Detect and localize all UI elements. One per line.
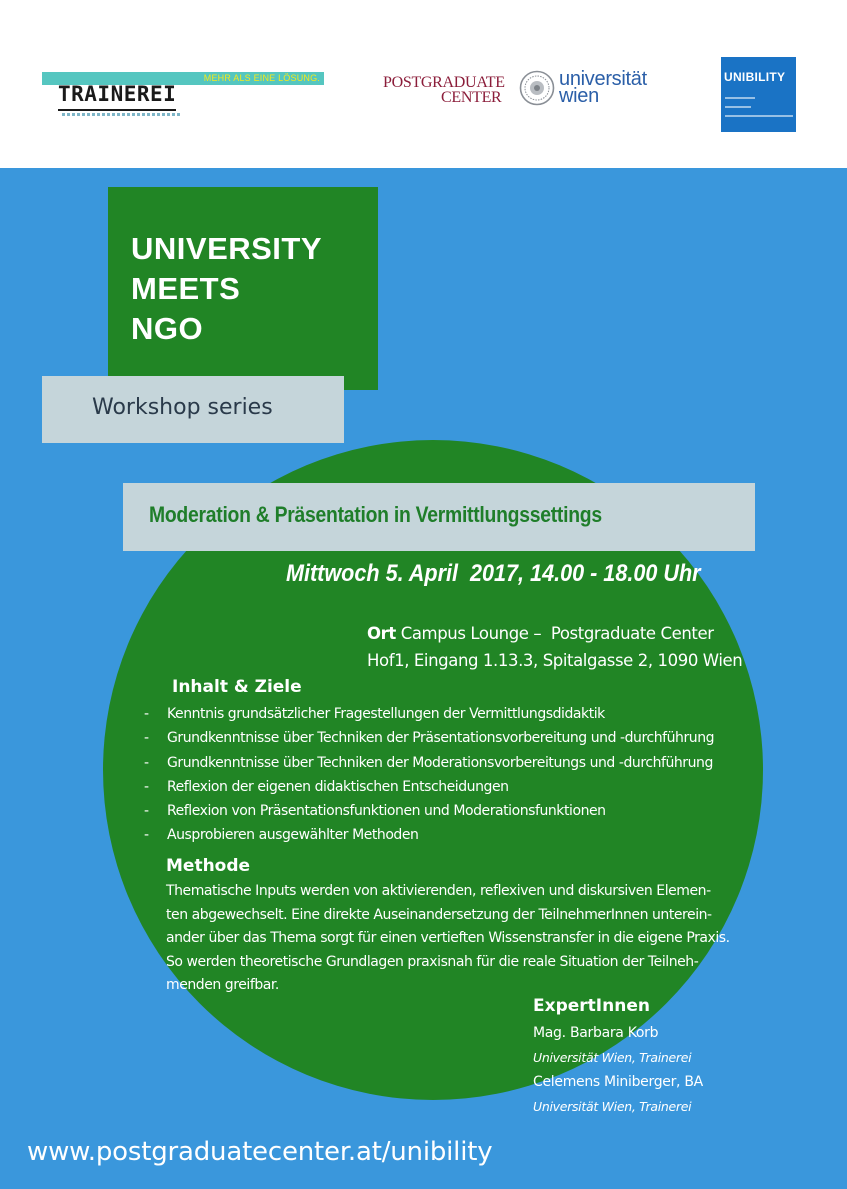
expert-affiliation: Universität Wien, Trainerei bbox=[533, 1050, 692, 1065]
trainerei-tagline-graphic bbox=[62, 113, 182, 116]
universitaet-logo-line1: universität bbox=[559, 68, 647, 90]
list-item: - Reflexion der eigenen didaktischen Entscheidungen bbox=[144, 775, 714, 799]
trainerei-logo bbox=[42, 72, 324, 120]
unibility-subline bbox=[725, 115, 793, 117]
trainerei-slogan: MEHR ALS EINE LÖSUNG. bbox=[203, 73, 320, 83]
postgraduate-logo-line1: POSTGRADUATE bbox=[383, 74, 505, 91]
methode-heading: Methode bbox=[166, 856, 251, 876]
list-item: - Grundkenntnisse über Techniken der Präsentationsvorbereitung und -durchführung bbox=[144, 726, 714, 750]
unibility-logo-text: UNIBILITY bbox=[724, 70, 786, 84]
expert-name: Celemens Miniberger, BA bbox=[533, 1074, 703, 1090]
location bbox=[367, 620, 742, 674]
location-line1 bbox=[367, 620, 742, 647]
list-item: - Grundkenntnisse über Techniken der Moderationsvorbereitungs und -durchführung bbox=[144, 751, 714, 775]
location-venue: Campus Lounge – Postgraduate Center bbox=[395, 624, 714, 643]
list-item: - Ausprobieren ausgewählter Methoden bbox=[144, 823, 714, 847]
unibility-subline bbox=[725, 106, 751, 108]
expert-name: Mag. Barbara Korb bbox=[533, 1025, 659, 1041]
universitaet-logo-line2: wien bbox=[559, 85, 599, 107]
header bbox=[0, 0, 847, 168]
postgraduate-logo-line2: CENTER bbox=[441, 89, 502, 106]
workshop-title-box bbox=[123, 483, 755, 551]
methode-text: Thematische Inputs werden von aktivierenden, reflexiven und diskursiven Elemen- ten abgewechselt. Eine direkte Auseinandersetzung der TeilnehmerInnen unterein- ander über das Thema sorgt für einen vertieften Wissenstransfer in die eigene Praxis. So werden theoretische Grundlagen praxisnah für die reale Situation der Teilneh- menden greifbar. bbox=[166, 883, 730, 993]
location-line2: Hof1, Eingang 1.13.3, Spitalgasse 2, 1090 Wien bbox=[367, 651, 743, 670]
unibility-subline bbox=[725, 97, 755, 99]
workshop-title: Moderation & Präsentation in Vermittlungssettings bbox=[149, 502, 602, 527]
trainerei-wordmark: TRAINEREI bbox=[58, 82, 177, 106]
series-label: Workshop series bbox=[92, 395, 273, 420]
list-item: - Kenntnis grundsätzlicher Fragestellungen der Vermittlungsdidaktik bbox=[144, 702, 714, 726]
trainerei-underline bbox=[58, 109, 176, 111]
university-seal-icon bbox=[519, 70, 555, 106]
website-url[interactable]: www.postgraduatecenter.at/unibility bbox=[27, 1137, 493, 1167]
experts-heading: ExpertInnen bbox=[533, 996, 650, 1016]
inhalt-heading: Inhalt & Ziele bbox=[172, 677, 302, 697]
series-box bbox=[42, 376, 344, 443]
poster-title: UNIVERSITY MEETS NGO bbox=[131, 231, 323, 346]
postgraduate-center-logo bbox=[383, 70, 663, 110]
location-label: Ort bbox=[367, 624, 396, 643]
inhalt-list bbox=[144, 702, 714, 848]
title-box bbox=[108, 187, 378, 390]
experts-list bbox=[533, 1021, 703, 1119]
unibility-logo bbox=[721, 57, 796, 132]
list-item: - Reflexion von Präsentationsfunktionen und Moderationsfunktionen bbox=[144, 799, 714, 823]
expert-affiliation: Universität Wien, Trainerei bbox=[533, 1099, 692, 1114]
event-date: Mittwoch 5. April 2017, 14.00 - 18.00 Uhr bbox=[286, 560, 701, 587]
